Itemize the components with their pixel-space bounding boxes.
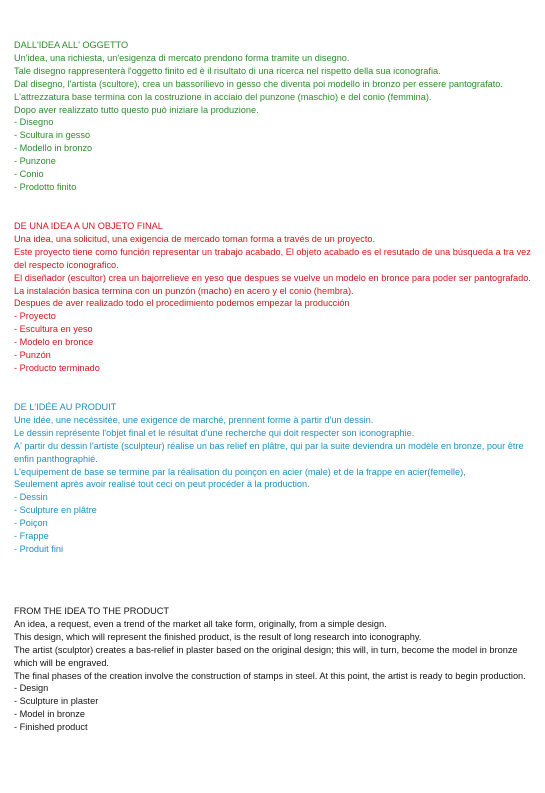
section-english	[14, 605, 531, 734]
list-item: - Model in bronze	[14, 708, 531, 721]
paragraph: Tale disegno rappresenterà l'oggetto finito ed è il risultato di una ricerca nel rispetto della sua iconografia.	[14, 65, 441, 76]
list-item: - Punzone	[14, 155, 531, 168]
list-item: - Punzón	[14, 349, 531, 362]
section-italian	[14, 39, 531, 194]
list-item: - Proyecto	[14, 310, 531, 323]
list-item: - Poiçon	[14, 517, 531, 530]
list-item: - Sculpture in plaster	[14, 695, 531, 708]
section-french	[14, 401, 531, 556]
paragraph: L'attrezzatura base termina con la costruzione in acciaio del punzone (maschio) e del conio (femmina).	[14, 91, 432, 102]
step-list	[14, 310, 531, 375]
list-item: - Conio	[14, 168, 531, 181]
section-title: DE UNA IDEA A UN OBJETO FINAL	[14, 221, 163, 231]
paragraph: Despues de aver realizado todo el procedimiento podemos empezar la producción	[14, 298, 350, 309]
paragraph: Dopo aver realizzato tutto questo può iniziare la produzione.	[14, 104, 259, 115]
paragraph: Seulement après avoir realisé tout ceci on peut procéder à la production.	[14, 479, 310, 490]
paragraph: A' partir du dessin l'artiste (sculpteur) réalise un bas relief en plâtre, qui par la suite deviendra un modèle en bronze, pour être enfin panthographié.	[14, 440, 524, 464]
step-list	[14, 491, 531, 556]
paragraph: Dal disegno, l'artista (scultore), crea un bassorilievo in gesso che diventa poi modello in bronzo per essere pantografato.	[14, 78, 503, 89]
paragraph: Una idea, una solicitud, una exigencia de mercado toman forma a través de un proyecto.	[14, 233, 376, 244]
section-title: FROM THE IDEA TO THE PRODUCT	[14, 606, 170, 616]
list-item: - Finished product	[14, 721, 531, 734]
list-item: - Frappe	[14, 530, 531, 543]
list-item: - Produit fini	[14, 543, 531, 556]
list-item: - Scultura in gesso	[14, 129, 531, 142]
section-title: DALL'IDEA ALL' OGGETTO	[14, 40, 129, 50]
list-item: - Disegno	[14, 116, 531, 129]
section-spanish	[14, 220, 531, 375]
step-list	[14, 682, 531, 734]
list-item: - Dessin	[14, 491, 531, 504]
paragraph: The artist (sculptor) creates a bas-relief in plaster based on the original design; this will, in turn, become the model in bronze which will be engraved.	[14, 644, 518, 668]
paragraph: Un'idea, una richiesta, un'esigenza di mercato prendono forma tramite un disegno.	[14, 52, 350, 63]
paragraph: L'equipement de base se termine par la réalisation du poinçon en acier (male) et de la frappe en acier(femelle),	[14, 466, 466, 477]
paragraph: El diseñador (escultor) crea un bajorrelieve en yeso que despues se vuelve un modelo en bronce para poder ser pantografado.	[14, 272, 531, 283]
list-item: - Escultura en yeso	[14, 323, 531, 336]
paragraph: Le dessin représente l'objet final et le résultat d'une recherche qui doit respecter son iconographie.	[14, 427, 415, 438]
list-item: - Design	[14, 682, 531, 695]
list-item: - Modelo en bronce	[14, 336, 531, 349]
paragraph: An idea, a request, even a trend of the market all take form, originally, from a simple design.	[14, 618, 387, 629]
paragraph: The final phases of the creation involve the construction of stamps in steel. At this point, the artist is ready to begin production.	[14, 670, 526, 681]
paragraph: Une idée, une necéssitée, une exigence de marché, prennent forme à partir d'un dessin.	[14, 414, 374, 425]
paragraph: This design, which will represent the finished product, is the result of long research into iconography.	[14, 631, 422, 642]
list-item: - Sculpture en plâtre	[14, 504, 531, 517]
list-item: - Modello in bronzo	[14, 142, 531, 155]
list-item: - Producto terminado	[14, 362, 531, 375]
paragraph: Este proyecto tiene como función representar un trabajo acabado, El objeto acabado es el resutado de una búsqueda a tra vez del respecto iconografico.	[14, 246, 531, 270]
list-item: - Prodotto finito	[14, 181, 531, 194]
paragraph: La instalación basica termina con un punzón (macho) en acero y el conio (hembra).	[14, 285, 354, 296]
section-title: DE L'IDÉE AU PRODUIT	[14, 402, 117, 412]
step-list	[14, 116, 531, 193]
